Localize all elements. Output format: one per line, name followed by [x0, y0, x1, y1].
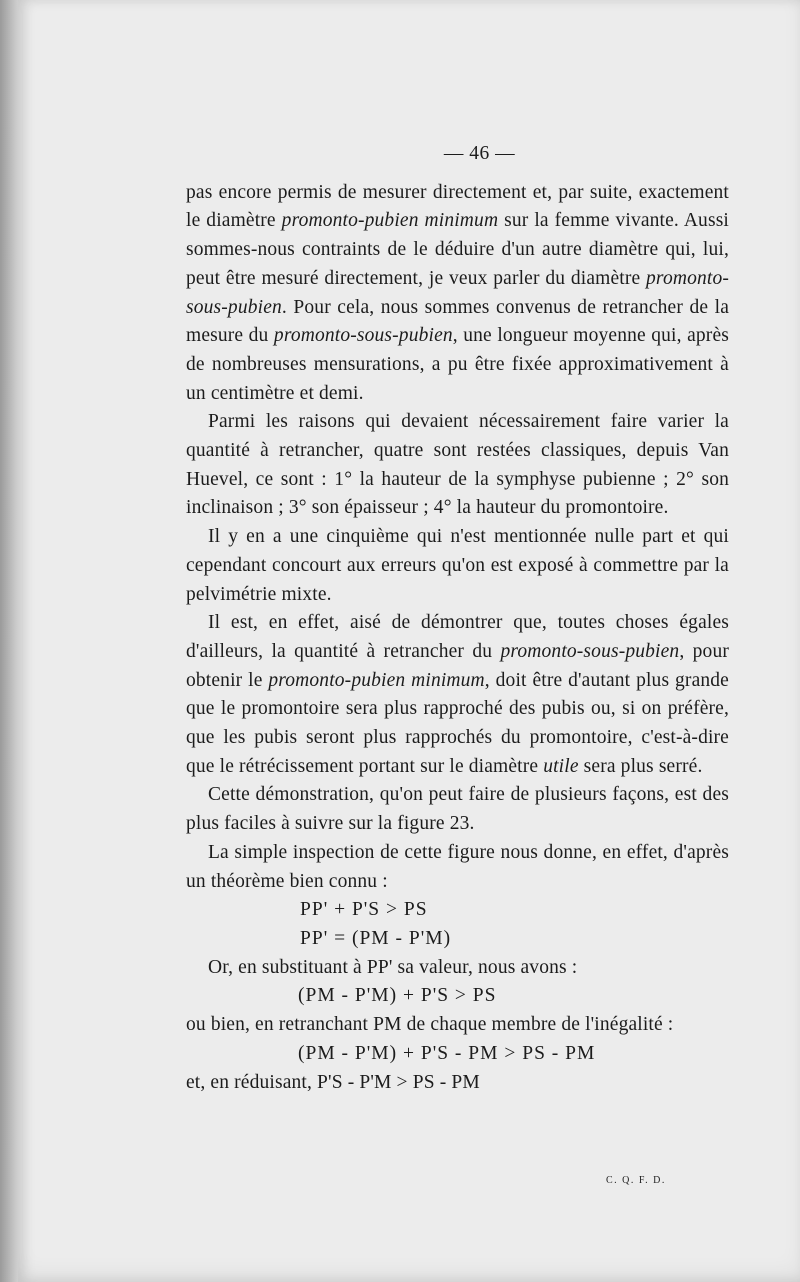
text-run: , doit être d'autant plus grande que le promontoire sera plus rapproché des pubis ou, si on préfère, que les pubis seront plus rapprochés du promontoire, c'est-à-dire que le rétrécissement portant sur le diamètre: [186, 669, 729, 777]
italic-term: utile: [543, 755, 579, 777]
italic-term: promonto-sous-pubien: [273, 325, 453, 347]
cqfd-mark: C. Q. F. D.: [606, 1175, 666, 1186]
italic-term: promonto-pubien minimum: [281, 210, 499, 232]
retranchant-text: ou bien, en retranchant PM de chaque membre de l'inégalité :: [186, 1014, 674, 1036]
body-paragraph: [186, 179, 729, 409]
body-paragraph: [186, 609, 729, 781]
text-run: Parmi les raisons qui devaient nécessairement faire varier la quantité à retrancher, quatre sont restées classiques, depuis Van Huevel, ce sont : 1° la hauteur de la symphyse pubienne ; 2° son inclinaison ; 3° son épaisseur ; 4° la hauteur du promontoire.: [186, 411, 729, 519]
body-paragraph: [186, 523, 729, 609]
italic-term: promonto-sous-pubien: [500, 640, 680, 662]
substitution-text: Or, en substituant à PP' sa valeur, nous avons :: [208, 956, 578, 978]
text-run: sur la femme vivante. Aussi sommes-nous contraints de le déduire d'un autre diamètre qui, lui, peut être mesuré directement, je veux parler du diamètre: [186, 210, 729, 289]
inequality-line-3: (PM - P'M) + P'S > PS: [298, 985, 497, 1007]
text-run: Il est, en effet, aisé de démontrer que, toutes choses égales d'ailleurs, la quantité à retrancher du: [186, 612, 729, 662]
text-run: , pour obtenir le: [186, 640, 729, 691]
paragraphs: [186, 179, 729, 897]
body-paragraph: [186, 781, 729, 838]
inequality-line-4: (PM - P'M) + P'S - PM > PS - PM: [298, 1042, 596, 1064]
page-text: [186, 140, 729, 1097]
italic-term: promonto-sous-pubien: [186, 267, 729, 318]
text-run: pas encore permis de mesurer directement et, par suite, exactement le diamètre: [186, 181, 729, 232]
body-paragraph: [186, 408, 729, 523]
text-run: . Pour cela, nous sommes convenus de retrancher de la mesure du: [186, 296, 729, 347]
page-number: — 46 —: [443, 143, 516, 164]
text-run: sera plus serré.: [578, 755, 703, 777]
italic-term: promonto-pubien minimum: [268, 669, 485, 691]
text-run: Cette démonstration, qu'on peut faire de plusieurs façons, est des plus faciles à suivre sur la figure 23.: [186, 784, 729, 835]
final-reduction-line: et, en réduisant, P'S - P'M > PS - PM: [186, 1071, 480, 1093]
text-run: , une longueur moyenne qui, après de nombreuses mensurations, a pu être fixée approximativement à un centimètre et demi.: [186, 325, 729, 404]
text-run: La simple inspection de cette figure nous donne, en effet, d'après un théorème bien connu :: [186, 841, 729, 892]
inequality-line-1: PP' + P'S > PS: [300, 899, 428, 921]
body-paragraph: [186, 839, 729, 896]
equation-line-2: PP' = (PM - P'M): [300, 927, 452, 949]
text-run: Il y en a une cinquième qui n'est mentionnée nulle part et qui cependant concourt aux erreurs qu'on est exposé à commettre par la pelvimétrie mixte.: [186, 526, 729, 605]
